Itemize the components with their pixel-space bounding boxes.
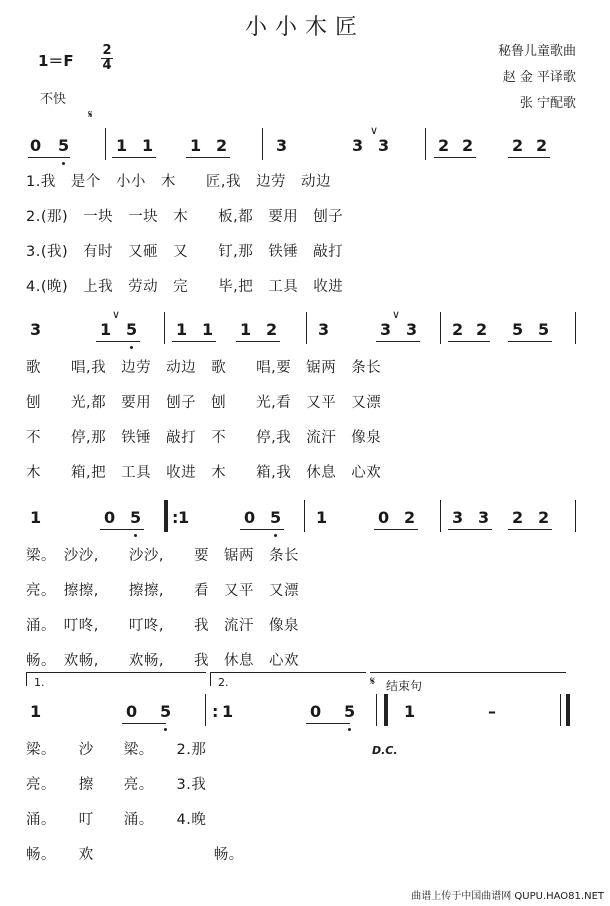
coda-bracket — [370, 672, 566, 673]
lyric-line: 4.(晚) 上我 劳动 完 毕,把 工具 收进 — [26, 279, 344, 295]
note: 3 — [406, 320, 418, 339]
beam-line — [100, 529, 144, 530]
beam-line — [240, 529, 284, 530]
breath-mark: ∨ — [370, 124, 379, 137]
composer-credit: 秘鲁儿童歌曲 — [497, 44, 576, 59]
note: 2 — [216, 136, 228, 155]
note: 5 — [270, 508, 282, 527]
note: 2 — [266, 320, 278, 339]
song-title: 小小木匠 — [244, 15, 365, 40]
note: 2 — [452, 320, 464, 339]
note: 2 — [538, 508, 550, 527]
repeat-dots: : — [172, 508, 179, 527]
bar-line — [105, 128, 106, 160]
note: 3 — [318, 320, 330, 339]
breath-mark: ∨ — [112, 308, 121, 321]
note: 3 — [378, 136, 390, 155]
thick-bar-line — [164, 500, 168, 532]
octave-dot — [134, 534, 137, 537]
lyric-line: 木 箱,把 工具 收进 木 箱,我 休息 心欢 — [26, 465, 382, 481]
note: 1 — [202, 320, 214, 339]
note: 2 — [438, 136, 450, 155]
segno-end-mark: 𝄋 — [370, 674, 376, 688]
ending-1-label: 1. — [34, 676, 45, 689]
beam-line — [448, 341, 490, 342]
note: 5 — [344, 702, 356, 721]
coda-label: 结束句 — [386, 679, 423, 693]
note: 1 — [190, 136, 202, 155]
beam-line — [186, 157, 230, 158]
lyricist-credit: 张 宁配歌 — [519, 96, 576, 111]
octave-dot — [164, 728, 167, 731]
note: 3 — [452, 508, 464, 527]
note: 2 — [512, 136, 524, 155]
octave-dot — [62, 162, 65, 165]
note: 2 — [476, 320, 488, 339]
lyric-line: 畅。 欢畅, 欢畅, 我 休息 心欢 — [26, 653, 299, 669]
beam-line — [28, 157, 70, 158]
bar-line — [376, 694, 377, 726]
lyric-line: 畅。 欢 畅。 — [26, 847, 244, 863]
ending-2-bracket-end — [210, 672, 211, 686]
beam-line — [376, 341, 420, 342]
note: 2 — [512, 508, 524, 527]
meter-bottom: 4 — [102, 58, 112, 73]
note: 1 — [178, 508, 190, 527]
lyric-line: 3.(我) 有时 又砸 又 钉,那 铁锤 敲打 — [26, 244, 344, 260]
beam-line — [508, 529, 552, 530]
note: 0 — [126, 702, 138, 721]
footer-site: 曲谱上传于中国曲谱网 — [411, 891, 512, 902]
lyric-line: 2.(那) 一块 一块 木 板,都 要用 刨子 — [26, 209, 344, 225]
meter-top: 2 — [102, 43, 112, 58]
beam-line — [508, 157, 550, 158]
bar-line — [306, 312, 307, 344]
note: 5 — [130, 508, 142, 527]
octave-dot — [274, 534, 277, 537]
lyric-line: 涌。 叮 涌。 4.晚 — [26, 812, 207, 828]
beam-line — [434, 157, 476, 158]
footer-credit — [411, 887, 604, 902]
breath-mark: ∨ — [392, 308, 401, 321]
footer-url: QUPU.HAO81.NET — [514, 891, 604, 902]
bar-line — [575, 500, 576, 532]
note: 3 — [30, 320, 42, 339]
note: 1 — [30, 508, 42, 527]
octave-dot — [348, 728, 351, 731]
note: 1 — [30, 702, 42, 721]
bar-line — [262, 128, 263, 160]
repeat-dots: : — [212, 702, 219, 721]
beam-line — [448, 529, 492, 530]
beam-line — [236, 341, 280, 342]
note: 1 — [176, 320, 188, 339]
bar-line — [560, 694, 561, 726]
beam-line — [508, 341, 552, 342]
note: 2 — [404, 508, 416, 527]
note: 3 — [478, 508, 490, 527]
lyric-line: 亮。 擦 亮。 3.我 — [26, 777, 207, 793]
lyric-line: 1.我 是个 小小 木 匠,我 边劳 动边 — [26, 174, 331, 190]
bar-line — [304, 500, 305, 532]
note: 1 — [142, 136, 154, 155]
beam-line — [172, 341, 216, 342]
lyric-line: 刨 光,都 要用 刨子 刨 光,看 又平 又漂 — [26, 395, 382, 411]
note: 1 — [116, 136, 128, 155]
bar-line — [164, 312, 165, 344]
note: 1 — [404, 702, 416, 721]
beam-line — [122, 723, 166, 724]
note: 0 — [244, 508, 256, 527]
ending-1-bracket — [26, 672, 206, 673]
note: 5 — [58, 136, 70, 155]
note: 1 — [240, 320, 252, 339]
ending-1-bracket-end — [26, 672, 27, 686]
octave-dot — [130, 346, 133, 349]
note: 5 — [512, 320, 524, 339]
lyric-line: 涌。 叮咚, 叮咚, 我 流汗 像泉 — [26, 618, 299, 634]
time-signature — [100, 44, 114, 73]
note: 0 — [104, 508, 116, 527]
thick-bar-line — [566, 694, 570, 726]
note: 2 — [462, 136, 474, 155]
bar-line — [575, 312, 576, 344]
thick-bar-line — [384, 694, 388, 726]
lyric-line: 亮。 擦擦, 擦擦, 看 又平 又漂 — [26, 583, 299, 599]
bar-line — [440, 312, 441, 344]
note: 5 — [160, 702, 172, 721]
dc-mark: D.C. — [372, 744, 398, 757]
note: 0 — [30, 136, 42, 155]
key-signature: 1＝F — [38, 52, 74, 70]
segno-mark: 𝄋 — [88, 108, 93, 121]
note: 0 — [378, 508, 390, 527]
beam-line — [112, 157, 156, 158]
note: 1 — [222, 702, 234, 721]
note: 2 — [536, 136, 548, 155]
bar-line — [425, 128, 426, 160]
lyric-line: 歌 唱,我 边劳 动边 歌 唱,要 锯两 条长 — [26, 360, 382, 376]
tempo-marking: 不快 — [40, 92, 67, 107]
beam-line — [374, 529, 418, 530]
bar-line — [440, 500, 441, 532]
bar-line — [205, 694, 206, 726]
note: 5 — [538, 320, 550, 339]
ending-2-label: 2. — [218, 676, 229, 689]
note: 1 — [316, 508, 328, 527]
beam-line — [306, 723, 350, 724]
lyric-line: 不 停,那 铁锤 敲打 不 停,我 流汗 像泉 — [26, 430, 382, 446]
translator-credit: 赵 金 平译歌 — [502, 70, 576, 85]
note: – — [488, 702, 496, 721]
lyric-line: 梁。 沙沙, 沙沙, 要 锯两 条长 — [26, 548, 299, 564]
note: 5 — [126, 320, 138, 339]
note: 0 — [310, 702, 322, 721]
beam-line — [96, 341, 140, 342]
note: 3 — [276, 136, 288, 155]
note: 3 — [380, 320, 392, 339]
note: 1 — [100, 320, 112, 339]
note: 3 — [352, 136, 364, 155]
ending-2-bracket — [210, 672, 366, 673]
lyric-line: 梁。 沙 梁。 2.那 — [26, 742, 207, 758]
